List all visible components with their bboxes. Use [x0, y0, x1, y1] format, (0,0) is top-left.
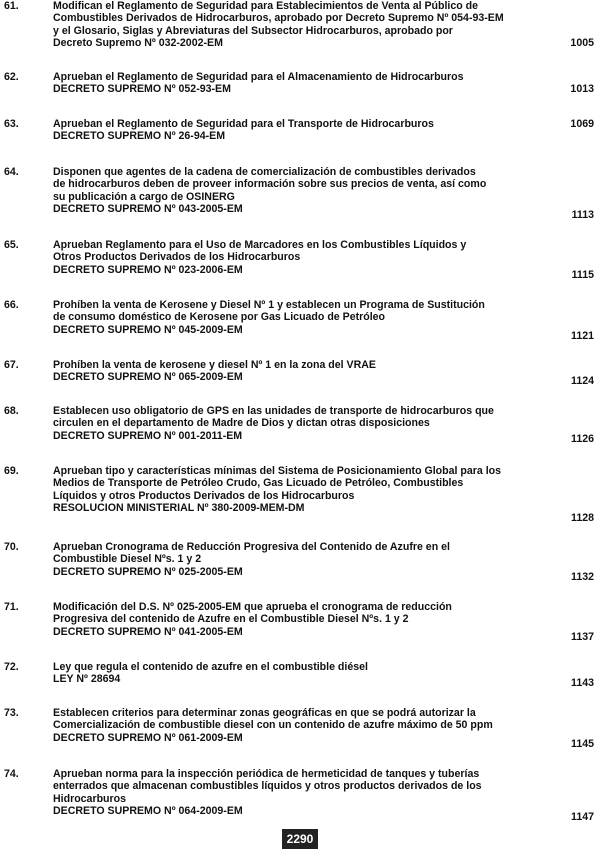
- entry-decree: DECRETO SUPREMO Nº 001-2011-EM: [53, 429, 243, 442]
- entry-decree: RESOLUCION MINISTERIAL Nº 380-2009-MEM-DM: [53, 502, 305, 515]
- entry-title-line: Aprueban el Reglamento de Seguridad para el Almacenamiento de Hidrocarburos: [53, 71, 464, 83]
- entry-title-line: Modificación del D.S. Nº 025-2005-EM que aprueba el cronograma de reducción: [53, 601, 452, 613]
- entry-number: 67.: [4, 359, 19, 371]
- entry-title-line: Aprueban norma para la inspección periódica de hermeticidad de tanques y tuberías: [53, 768, 480, 780]
- entry-decree: DECRETO SUPREMO Nº 045-2009-EM: [53, 323, 243, 336]
- entry-number: 71.: [4, 601, 19, 613]
- entry-title-line: de consumo doméstico de Kerosene por Gas Licuado de Petróleo: [53, 311, 386, 324]
- entry-number: 73.: [4, 707, 19, 719]
- entry-decree: DECRETO SUPREMO Nº 023-2006-EM: [53, 263, 243, 276]
- entry-page: 1147: [571, 811, 594, 823]
- entry-number: 64.: [4, 166, 19, 178]
- entry-number: 63.: [4, 118, 19, 130]
- entry-page: 1143: [571, 677, 594, 689]
- page-number: 2290: [282, 829, 318, 849]
- entry-title-line: su publicación a cargo de OSINERG: [53, 190, 235, 203]
- entry-number: 68.: [4, 405, 19, 417]
- entry-page: 1013: [570, 83, 594, 95]
- entry-title-line: Ley que regula el contenido de azufre en el combustible diésel: [53, 661, 368, 673]
- entry-page: 1005: [570, 37, 594, 49]
- entry-title-line: Aprueban el Reglamento de Seguridad para el Transporte de Hidrocarburos: [53, 118, 434, 130]
- entry-title-line: Comercialización de combustible diesel con un contenido de azufre máximo de 50 ppm: [53, 719, 493, 732]
- entry-decree: DECRETO SUPREMO Nº 26-94-EM: [53, 130, 226, 143]
- entry-page: 1128: [571, 512, 594, 524]
- entry-title-line: Combustibles Derivados de Hidrocarburos, aprobado por Decreto Supremo Nº 054-93-EM: [53, 12, 504, 25]
- entry-number: 61.: [4, 0, 19, 12]
- entry-title-line: Otros Productos Derivados de los Hidrocarburos: [53, 251, 301, 264]
- entry-title-line: Decreto Supremo Nº 032-2002-EM: [53, 37, 223, 50]
- entry-title-line: circulen en el departamento de Madre de Dios y dictan otras disposiciones: [53, 417, 430, 430]
- entry-title-line: Modifican el Reglamento de Seguridad para Establecimientos de Venta al Público de: [53, 0, 479, 12]
- entry-decree: DECRETO SUPREMO Nº 061-2009-EM: [53, 731, 243, 744]
- entry-decree: DECRETO SUPREMO Nº 043-2005-EM: [53, 203, 243, 216]
- entry-title-line: Establecen criterios para determinar zonas geográficas en que se podrá autorizar la: [53, 707, 476, 719]
- entry-number: 70.: [4, 541, 19, 553]
- entry-title-line: de hidrocarburos deben de proveer información sobre sus precios de venta, así como: [53, 178, 487, 191]
- entry-title-line: Aprueban tipo y características mínimas del Sistema de Posicionamiento Global para los: [53, 465, 502, 477]
- entry-number: 62.: [4, 71, 19, 83]
- entry-title-line: Prohíben la venta de Kerosene y Diesel Nº 1 y establecen un Programa de Sustitución: [53, 299, 485, 311]
- entry-title-line: Combustible Diesel Nºs. 1 y 2: [53, 553, 202, 566]
- entry-page: 1137: [571, 631, 594, 643]
- entry-title-line: Prohíben la venta de kerosene y diesel Nº 1 en la zona del VRAE: [53, 359, 376, 371]
- entry-title-line: Progresiva del contenido de Azufre en el Combustible Diesel Nºs. 1 y 2: [53, 613, 409, 626]
- entry-page: 1145: [571, 738, 594, 750]
- entry-page: 1121: [571, 330, 594, 342]
- entry-page: 1126: [571, 433, 594, 445]
- entry-number: 72.: [4, 661, 19, 673]
- entry-title-line: Aprueban Reglamento para el Uso de Marcadores en los Combustibles Líquidos y: [53, 239, 467, 251]
- entry-number: 65.: [4, 239, 19, 251]
- entry-decree: DECRETO SUPREMO Nº 065-2009-EM: [53, 371, 243, 384]
- entry-title-line: enterrados que almacenan combustibles líquidos y otros productos derivados de los: [53, 780, 482, 793]
- entry-title-line: Hidrocarburos: [53, 792, 126, 805]
- entry-number: 66.: [4, 299, 19, 311]
- entry-title-line: Medios de Transporte de Petróleo Crudo, Gas Licuado de Petróleo, Combustibles: [53, 477, 464, 490]
- entry-page: 1132: [571, 571, 594, 583]
- entry-title-line: Disponen que agentes de la cadena de comercialización de combustibles derivados: [53, 166, 476, 178]
- entry-page: 1113: [571, 209, 594, 221]
- entry-decree: LEY Nº 28694: [53, 673, 121, 686]
- entry-decree: DECRETO SUPREMO Nº 041-2005-EM: [53, 625, 243, 638]
- entry-decree: DECRETO SUPREMO Nº 052-93-EM: [53, 83, 231, 96]
- entry-title-line: Aprueban Cronograma de Reducción Progresiva del Contenido de Azufre en el: [53, 541, 450, 553]
- entry-page: 1069: [570, 118, 594, 130]
- entry-page: 1115: [571, 269, 594, 281]
- entry-number: 74.: [4, 768, 19, 780]
- entry-title-line: Establecen uso obligatorio de GPS en las unidades de transporte de hidrocarburos que: [53, 405, 494, 417]
- entry-decree: DECRETO SUPREMO Nº 064-2009-EM: [53, 805, 243, 818]
- entry-number: 69.: [4, 465, 19, 477]
- entry-page: 1124: [571, 375, 594, 387]
- entry-title-line: Líquidos y otros Productos Derivados de los Hidrocarburos: [53, 489, 355, 502]
- entry-decree: DECRETO SUPREMO Nº 025-2005-EM: [53, 565, 243, 578]
- entry-title-line: y el Glosario, Siglas y Abreviaturas del Subsector Hidrocarburos, aprobado por: [53, 24, 453, 37]
